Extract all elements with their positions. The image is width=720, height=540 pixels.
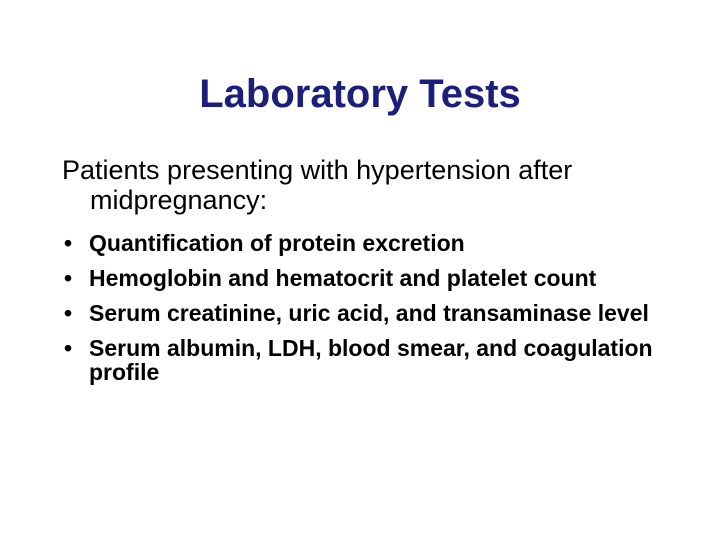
bullet-item [62,266,662,290]
bullet-icon: • [64,335,73,361]
intro-text: Patients presenting with hypertension after midpregnancy: [62,155,573,215]
bullet-list [62,231,662,395]
bullet-text: Hemoglobin and hematocrit and platelet count [89,265,597,291]
bullet-text: Quantification of protein excretion [89,230,465,256]
bullet-text: Serum creatinine, uric acid, and transaminase level [89,300,649,326]
bullet-icon: • [64,230,73,256]
bullet-item [62,336,662,384]
bullet-item [62,231,662,255]
bullet-icon: • [64,300,73,326]
bullet-text: Serum albumin, LDH, blood smear, and coagulation profile [89,335,653,385]
slide-title: Laboratory Tests [199,72,521,116]
bullet-icon: • [64,265,73,291]
bullet-item [62,301,662,325]
